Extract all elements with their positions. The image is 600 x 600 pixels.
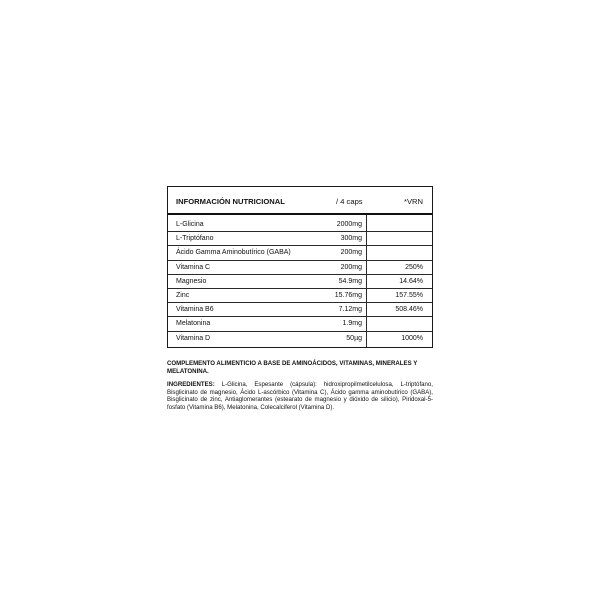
nutrient-vrn: 1000% <box>401 334 423 342</box>
table-row <box>168 232 432 246</box>
nutrient-name: Zinc <box>176 292 190 299</box>
ingredients-text <box>167 381 433 411</box>
table-row <box>168 303 432 317</box>
nutrient-name: Vitamina B6 <box>176 306 214 314</box>
nutrient-amount: 7.12mg <box>338 306 362 314</box>
header-nutrition-info: INFORMACIÓN NUTRICIONAL <box>176 197 285 206</box>
nutrient-amount: 2000mg <box>336 221 362 228</box>
nutrient-amount: 50µg <box>346 334 362 342</box>
nutrition-table <box>167 186 433 348</box>
nutrient-amount: 1.9mg <box>342 320 362 328</box>
nutrient-name: L-Triptófano <box>176 235 214 243</box>
product-summary: COMPLEMENTO ALIMENTICIO A BASE DE AMINOÁCIDOS, VITAMINAS, MINERALES Y MELATONINA. <box>167 360 418 375</box>
nutrient-amount: 200mg <box>340 263 362 271</box>
table-row <box>168 275 432 289</box>
nutrient-vrn: 157.55% <box>395 292 423 299</box>
nutrient-amount: 300mg <box>340 235 362 243</box>
nutrient-amount: 200mg <box>340 249 362 257</box>
ingredients-label: INGREDIENTES: <box>167 381 215 388</box>
ingredients-list: L-Glicina, Espesante (cápsula): hidroxipropilmetilcelulosa, L-triptófano, Bisglicinato de magnesio, Ácido L-ascórbico (Vitamina C), Ácido gamma aminobutírico (GABA), Bisglicinato de zinc, Antiaglomerantes (estearato de magnesio y dióxido de silicio), Piridoxal-5-fosfato (Vitamina B6), Melatonina, Colecalciferol (Vitamina D). <box>167 381 433 411</box>
nutrient-name: Vitamina C <box>176 263 211 271</box>
nutrient-name: L-Glicina <box>176 221 204 228</box>
nutrient-name: Ácido Gamma Aminobutírico (GABA) <box>176 249 291 257</box>
table-row <box>168 332 432 346</box>
nutrient-vrn: 14.64% <box>399 277 423 285</box>
nutrient-vrn: 250% <box>405 263 423 271</box>
table-row <box>168 218 432 232</box>
nutrient-amount: 54.9mg <box>338 277 362 285</box>
table-row <box>168 289 432 303</box>
nutrient-vrn: 508.46% <box>395 306 423 314</box>
nutrition-table-header <box>168 187 432 215</box>
table-row <box>168 246 432 260</box>
header-per-serving: / 4 caps <box>336 197 363 206</box>
nutrient-name: Magnesio <box>176 277 207 285</box>
nutrient-amount: 15.76mg <box>334 292 362 299</box>
nutrient-name: Melatonina <box>176 320 211 328</box>
table-row <box>168 317 432 331</box>
nutrient-name: Vitamina D <box>176 334 211 342</box>
table-row <box>168 261 432 275</box>
header-vrn: *VRN <box>404 197 423 206</box>
